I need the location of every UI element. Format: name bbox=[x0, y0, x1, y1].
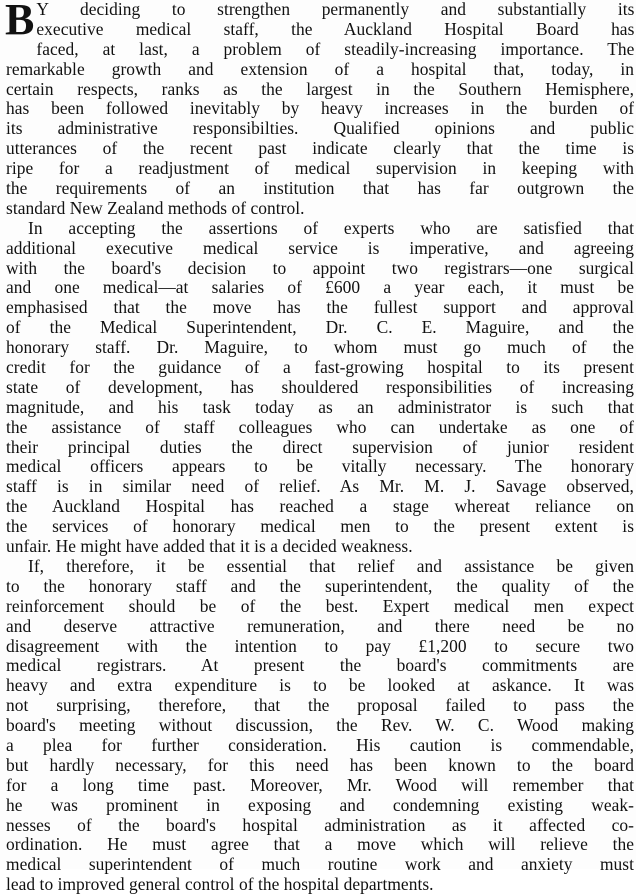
text-line: In accepting the assertions of experts who are satisfied that bbox=[28, 218, 634, 238]
text-line: and deserve attractive remuneration, and there need be no bbox=[6, 616, 634, 636]
text-line: magnitude, and his task today as an administrator is such that bbox=[6, 397, 634, 417]
text-line: disagreement with the intention to pay £1,200 to secure two bbox=[6, 636, 634, 656]
text-line: emphasised that the move has the fullest support and approval bbox=[6, 298, 634, 318]
text-line: standard New Zealand methods of control. bbox=[6, 198, 305, 218]
drop-cap: B bbox=[5, 0, 35, 44]
text-line: to the honorary staff and the superintendent, the quality of the bbox=[6, 576, 634, 596]
text-line: but hardly necessary, for this need has been known to the board bbox=[6, 755, 634, 775]
text-line: remarkable growth and extension of a hospital that, today, in bbox=[6, 59, 634, 79]
text-line: board's meeting without discussion, the Rev. W. C. Wood making bbox=[6, 716, 634, 736]
text-line: with the board's decision to appoint two registrars—one surgical bbox=[6, 258, 634, 278]
text-line: lead to improved general control of the hospital departments. bbox=[6, 875, 434, 895]
text-line: nesses of the board's hospital administration as it affected co- bbox=[6, 815, 634, 835]
text-line: unfair. He might have added that it is a decided weakness. bbox=[6, 537, 413, 557]
text-line: their principal duties the direct supervision of junior resident bbox=[6, 437, 634, 457]
text-line: state of development, has shouldered responsibilities of increasing bbox=[6, 377, 634, 397]
paragraph-1 bbox=[6, 0, 634, 219]
text-line: the assistance of staff colleagues who can undertake as one of bbox=[6, 417, 634, 437]
text-line: medical officers appears to be vitally necessary. The honorary bbox=[6, 457, 634, 477]
paragraph-2 bbox=[6, 219, 634, 557]
text-line: staff is in similar need of relief. As Mr. M. J. Savage observed, bbox=[6, 477, 634, 497]
text-line: the services of honorary medical men to the present extent is bbox=[6, 517, 634, 537]
text-line: the requirements of an institution that has far outgrown the bbox=[6, 179, 634, 199]
text-line: medical superintendent of much routine work and anxiety must bbox=[6, 855, 634, 875]
text-line: not surprising, therefore, that the proposal failed to pass the bbox=[6, 696, 634, 716]
text-line: Y deciding to strengthen permanently and substantially its bbox=[36, 0, 634, 19]
text-line: ripe for a readjustment of medical supervision in keeping with bbox=[6, 159, 634, 179]
text-line: the Auckland Hospital has reached a stage whereat reliance on bbox=[6, 497, 634, 517]
text-line: reinforcement should be of the best. Expert medical men expect bbox=[6, 596, 634, 616]
text-line: honorary staff. Dr. Maguire, to whom must go much of the bbox=[6, 338, 634, 358]
text-line: he was prominent in exposing and condemning existing weak- bbox=[6, 795, 634, 815]
text-line: its administrative responsibilties. Qualified opinions and public bbox=[6, 119, 634, 139]
text-line: certain respects, ranks as the largest in the Southern Hemisphere, bbox=[6, 79, 634, 99]
text-line: utterances of the recent past indicate clearly that the time is bbox=[6, 139, 634, 159]
text-line: credit for the guidance of a fast-growing hospital to its present bbox=[6, 358, 634, 378]
text-line: a plea for further consideration. His caution is commendable, bbox=[6, 735, 634, 755]
text-line: additional executive medical service is imperative, and agreeing bbox=[6, 238, 634, 258]
text-line: and one medical—at salaries of £600 a year each, it must be bbox=[6, 278, 634, 298]
text-line: of the Medical Superintendent, Dr. C. E. Maguire, and the bbox=[6, 318, 634, 338]
text-line: has been followed inevitably by heavy increases in the burden of bbox=[6, 99, 634, 119]
text-line: medical registrars. At present the board's commitments are bbox=[6, 656, 634, 676]
text-line: ordination. He must agree that a move which will relieve the bbox=[6, 835, 634, 855]
text-line: If, therefore, it be essential that relief and assistance be given bbox=[28, 556, 634, 576]
text-line: heavy and extra expenditure is to be looked at askance. It was bbox=[6, 676, 634, 696]
text-line: faced, at last, a problem of steadily-increasing importance. The bbox=[36, 39, 634, 59]
paragraph-3 bbox=[6, 557, 634, 895]
text-line: for a long time past. Moreover, Mr. Wood will remember that bbox=[6, 775, 634, 795]
text-line: executive medical staff, the Auckland Hospital Board has bbox=[36, 19, 634, 39]
